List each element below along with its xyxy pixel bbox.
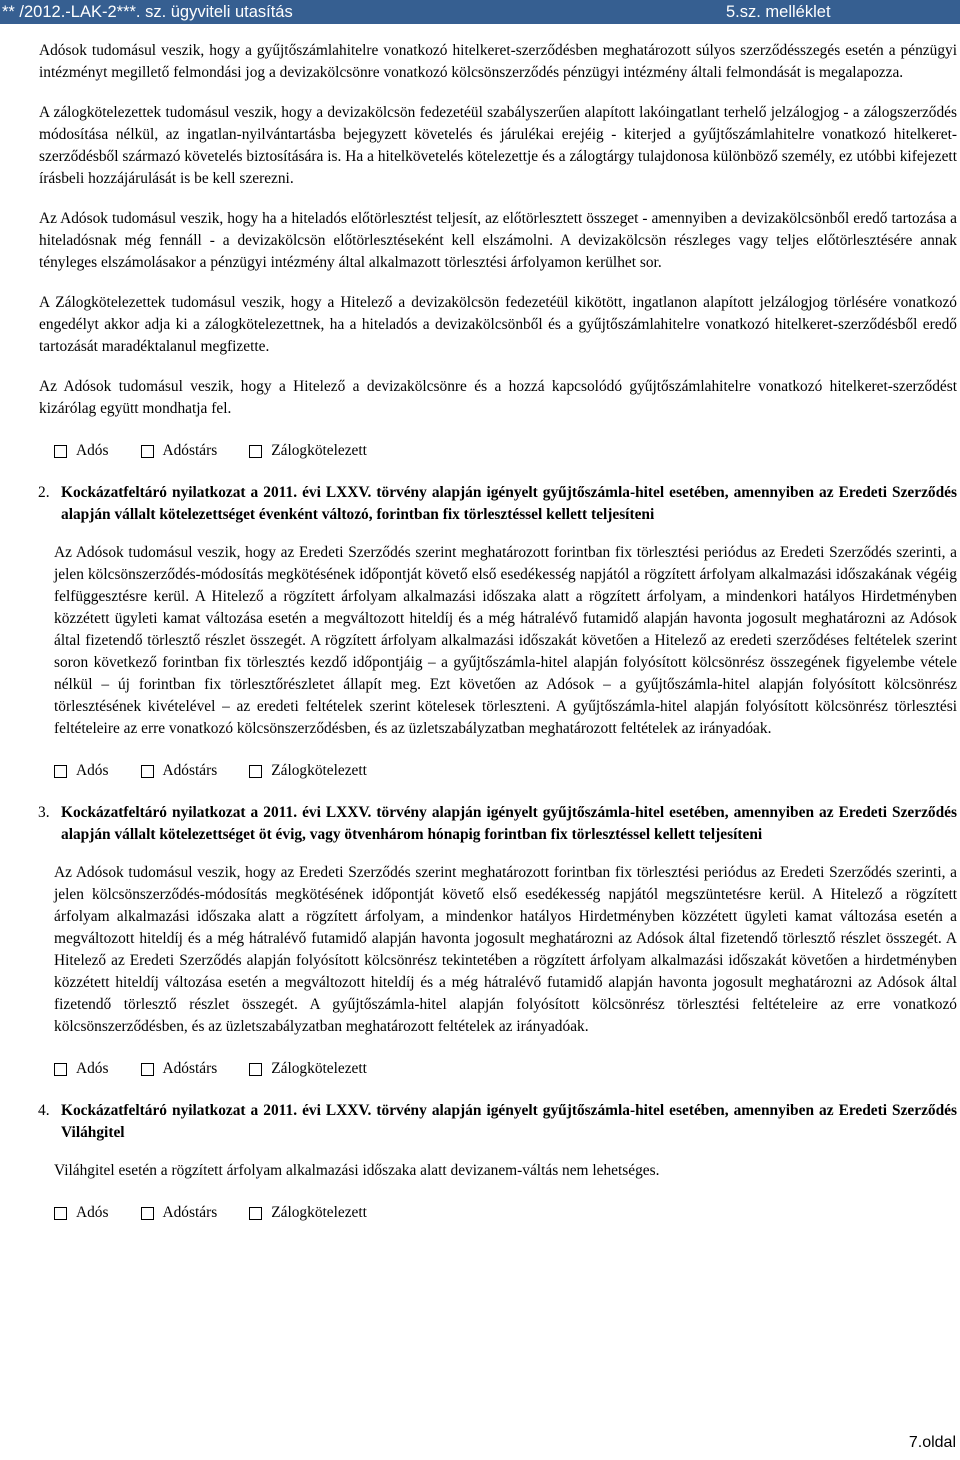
checkbox-adostars[interactable] xyxy=(141,440,218,462)
checkbox-label: Adóstárs xyxy=(162,1060,218,1077)
paragraph: Az Adósok tudomásul veszik, hogy a Hitelező a devizakölcsönre és a hozzá kapcsolódó gyűjtőszámlahitelre vonatkozó hitelkeret-szerződést kizárólag együtt mondhatja fel. xyxy=(39,378,957,417)
checkbox-adostars[interactable] xyxy=(141,1058,218,1080)
section-body: Az Adósok tudomásul veszik, hogy az Eredeti Szerződés szerint meghatározott forintban fix törlesztési periódus az Eredeti Szerződés szerinti, a jelen kölcsönszerződés-módosítás megkötésének időpontját követő első esedékesség napjától a rögzített árfolyam alkalmazási időszakának végéig felfüggesztésre kerül. A Hitelező a rögzített árfolyam alkalmazási időszaka alatt a rögzített árfolyam, a mindenkori hatályos Hirdetményben közzétett ügyleti kamat változása esetén a megváltozott hiteldíj és a még hátralévő futamidő alapján havonta jogosult meghatározni az Adósok által fizetendő törlesztő részlet összegét. A rögzített árfolyam alkalmazási időszakát követően a Hitelező az eredeti szerződéses feltételek szerint soron következő forintban fix törlesztés kezdő időpontjáig – a gyűjtőszámla-hitel alapján folyósított kölcsönrész összegének figyelembe vétele nélkül – új forintban fix törlesztőrészletet állapít meg. Ezt követően az Adósok – a gyűjtőszámla-hitel alapján folyósított kölcsönrész törlesztésének kivételével – az eredeti feltételek szerint kötelesek törleszteni. A gyűjtőszámla-hitel alapján folyósított kölcsönrész törlesztési feltételeire az erre vonatkozó kölcsönszerződésben, és az üzletszabályzatban meghatározott feltételek az irányadóak. xyxy=(54,544,957,737)
checkbox-square-icon[interactable] xyxy=(249,445,262,458)
section-title: Kockázatfeltáró nyilatkozat a 2011. évi LXXV. törvény alapján igényelt gyűjtőszámla-hitel esetében, amennyiben az Eredeti Szerződés alapján vállalt kötelezettséget évenként változó, forintban fix törlesztéssel kellett teljesíteni xyxy=(61,484,957,523)
checkbox-label: Adóstárs xyxy=(162,762,218,779)
checkbox-label: Adós xyxy=(76,762,109,779)
checkbox-label: Adós xyxy=(76,1060,109,1077)
checkbox-label: Adóstárs xyxy=(162,1204,218,1221)
checkbox-group xyxy=(54,1058,957,1080)
section-number: 3. xyxy=(38,804,50,821)
section-number: 2. xyxy=(38,484,50,501)
checkbox-square-icon[interactable] xyxy=(141,1207,154,1220)
checkbox-ados[interactable] xyxy=(54,1202,109,1224)
section-heading-3 xyxy=(38,802,957,846)
checkbox-square-icon[interactable] xyxy=(54,1207,67,1220)
checkbox-adostars[interactable] xyxy=(141,1202,218,1224)
paragraph: A Zálogkötelezettek tudomásul veszik, hogy a Hitelező a devizakölcsön fedezetéül kikötött, ingatlanon alapított jelzálogjog törlésére vonatkozó engedélyt akkor adja ki a zálogkötelezettnek, ha a hiteladós a devizakölcsönből és a gyűjtőszámlahitelre vonatkozó hitelkeret-szerződésből eredő tartozását maradéktalanul megfizette. xyxy=(39,294,957,355)
checkbox-ados[interactable] xyxy=(54,1058,109,1080)
section-heading-4 xyxy=(38,1100,957,1144)
page-number: 7.oldal xyxy=(908,1434,956,1451)
paragraph: A zálogkötelezettek tudomásul veszik, hogy a devizakölcsön fedezetéül szabályszerűen alapított lakóingatlant terhelő jelzálogjog - a zálogszerződés módosítása nélkül, az ingatlan-nyilvántartásba bejegyzett követelés és járulékai erejéig - kiterjed a gyűjtőszámlahitelre vonatkozó hitelkeret-szerződésből származó követelés biztosítására is. Ha a hitelkövetelés kötelezettje és a zálogtárgy tulajdonosa különböző személy, ez utóbbi kifejezett írásbeli hozzájárulását is be kell szerezni. xyxy=(39,104,957,187)
checkbox-square-icon[interactable] xyxy=(54,445,67,458)
checkbox-group xyxy=(54,440,957,462)
checkbox-zalogkotelezett[interactable] xyxy=(249,1202,367,1224)
section-body: Viláhgitel esetén a rögzített árfolyam alkalmazási időszaka alatt devizanem-váltás nem lehetséges. xyxy=(54,1162,660,1179)
document-body xyxy=(39,40,957,1244)
checkbox-square-icon[interactable] xyxy=(141,1063,154,1076)
checkbox-square-icon[interactable] xyxy=(141,445,154,458)
checkbox-ados[interactable] xyxy=(54,440,109,462)
paragraph: Adósok tudomásul veszik, hogy a gyűjtőszámlahitelre vonatkozó hitelkeret-szerződésben meghatározott súlyos szerződésszegés esetén a pénzügyi intézményt megillető felmondási jog a devizakölcsönre vonatkozó kölcsönszerződés pénzügyi intézmény általi felmondását is megalapozza. xyxy=(39,42,957,81)
checkbox-label: Zálogkötelezett xyxy=(271,442,367,459)
checkbox-zalogkotelezett[interactable] xyxy=(249,760,367,782)
checkbox-square-icon[interactable] xyxy=(54,765,67,778)
checkbox-label: Adóstárs xyxy=(162,442,218,459)
annex-label: 5.sz. melléklet xyxy=(726,3,831,21)
section-title: Kockázatfeltáró nyilatkozat a 2011. évi LXXV. törvény alapján igényelt gyűjtőszámla-hitel esetében, amennyiben az Eredeti Szerződés alapján vállalt kötelezettséget öt évig, vagy ötvenhárom hónapig forintban fix törlesztéssel kellett teljesíteni xyxy=(61,804,957,843)
checkbox-zalogkotelezett[interactable] xyxy=(249,440,367,462)
checkbox-label: Adós xyxy=(76,1204,109,1221)
paragraph: Az Adósok tudomásul veszik, hogy ha a hiteladós előtörlesztést teljesít, az előtörlesztett összeget - amennyiben a devizakölcsönből eredő tartozása a hiteladósnak még fennáll - a devizakölcsön előtörlesztéseként kell elszámolni. A devizakölcsön részleges vagy teljes előtörlesztésére annak tényleges elszámolásakor a pénzügyi intézmény által alkalmazott törlesztési árfolyamon kerülhet sor. xyxy=(39,210,957,271)
checkbox-square-icon[interactable] xyxy=(249,1207,262,1220)
section-number: 4. xyxy=(38,1102,50,1119)
checkbox-square-icon[interactable] xyxy=(54,1063,67,1076)
checkbox-ados[interactable] xyxy=(54,760,109,782)
checkbox-label: Zálogkötelezett xyxy=(271,1204,367,1221)
section-heading-2 xyxy=(38,482,957,526)
checkbox-label: Adós xyxy=(76,442,109,459)
checkbox-square-icon[interactable] xyxy=(141,765,154,778)
checkbox-zalogkotelezett[interactable] xyxy=(249,1058,367,1080)
checkbox-group xyxy=(54,760,957,782)
header-bar xyxy=(0,0,960,24)
checkbox-label: Zálogkötelezett xyxy=(271,1060,367,1077)
section-title: Kockázatfeltáró nyilatkozat a 2011. évi LXXV. törvény alapján igényelt gyűjtőszámla-hitel esetében, amennyiben az Eredeti Szerződés Viláhgitel xyxy=(61,1102,957,1141)
checkbox-adostars[interactable] xyxy=(141,760,218,782)
checkbox-square-icon[interactable] xyxy=(249,1063,262,1076)
checkbox-square-icon[interactable] xyxy=(249,765,262,778)
document-reference: ** /2012.-LAK-2***. sz. ügyviteli utasítás xyxy=(2,3,293,21)
checkbox-label: Zálogkötelezett xyxy=(271,762,367,779)
checkbox-group xyxy=(54,1202,957,1224)
section-body: Az Adósok tudomásul veszik, hogy az Eredeti Szerződés szerint meghatározott forintban fix törlesztési periódus az Eredeti Szerződés szerinti, a jelen kölcsönszerződés-módosítás megkötésének időpontját követő első esedékesség napjától megszüntetésre kerül. A Hitelező a rögzített árfolyam alkalmazási időszaka alatt a rögzített árfolyam, a mindenkor hatályos Hirdetményben közzétett ügyleti kamat változása esetén a megváltozott hiteldíj és a még hátralévő futamidő alapján havonta jogosult meghatározni az Adósok által fizetendő törlesztő részlet összegét. A Hitelező az Eredeti Szerződés alapján folyósított kölcsönrész tekintetében a rögzített árfolyam alkalmazási időszakát követően a hirdetményben közzétett hiteldíj változása esetén a megváltozott hiteldíj és a még hátralévő futamidő alapján havonta jogosult meghatározni az Adósok által fizetendő törlesztő részlet összegét. A gyűjtőszámla-hitel alapján folyósított kölcsönrész törlesztési feltételeire az erre vonatkozó kölcsönszerződésben, és az üzletszabályzatban meghatározott feltételek az irányadóak. xyxy=(54,864,957,1035)
